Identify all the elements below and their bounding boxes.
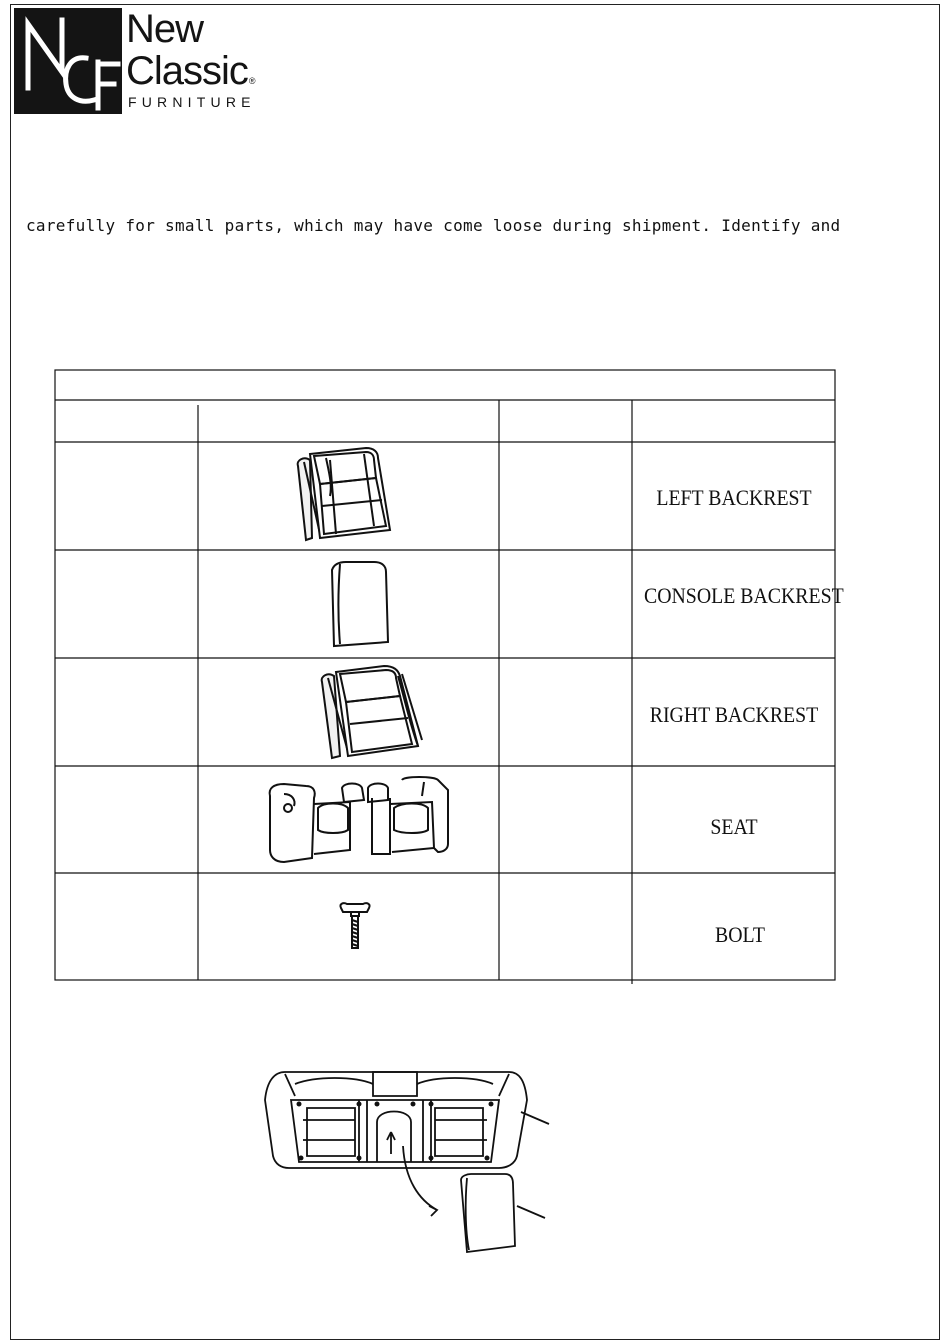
part-name-left-backrest: LEFT BACKREST bbox=[656, 485, 812, 510]
registered-mark: ® bbox=[248, 76, 255, 86]
part-name-bolt: BOLT bbox=[715, 922, 765, 947]
bolt-drawing bbox=[337, 898, 373, 952]
seat-drawing bbox=[262, 774, 452, 866]
left-backrest-drawing bbox=[290, 446, 400, 544]
brand-line-new: New bbox=[126, 7, 204, 51]
intro-paragraph: carefully for small parts, which may have come loose during shipment. Identify and bbox=[26, 216, 841, 235]
part-name-seat: SEAT bbox=[710, 814, 758, 839]
console-backrest-drawing bbox=[326, 560, 392, 650]
brand-classic-text: Classic bbox=[126, 49, 248, 93]
right-backrest-drawing bbox=[314, 664, 426, 762]
part-name-right-backrest: RIGHT BACKREST bbox=[649, 702, 819, 727]
part-name-console-backrest: CONSOLE BACKREST bbox=[644, 583, 844, 608]
brand-line-furniture: FURNITURE bbox=[128, 94, 256, 110]
console-backrest-install-drawing bbox=[255, 1060, 555, 1260]
